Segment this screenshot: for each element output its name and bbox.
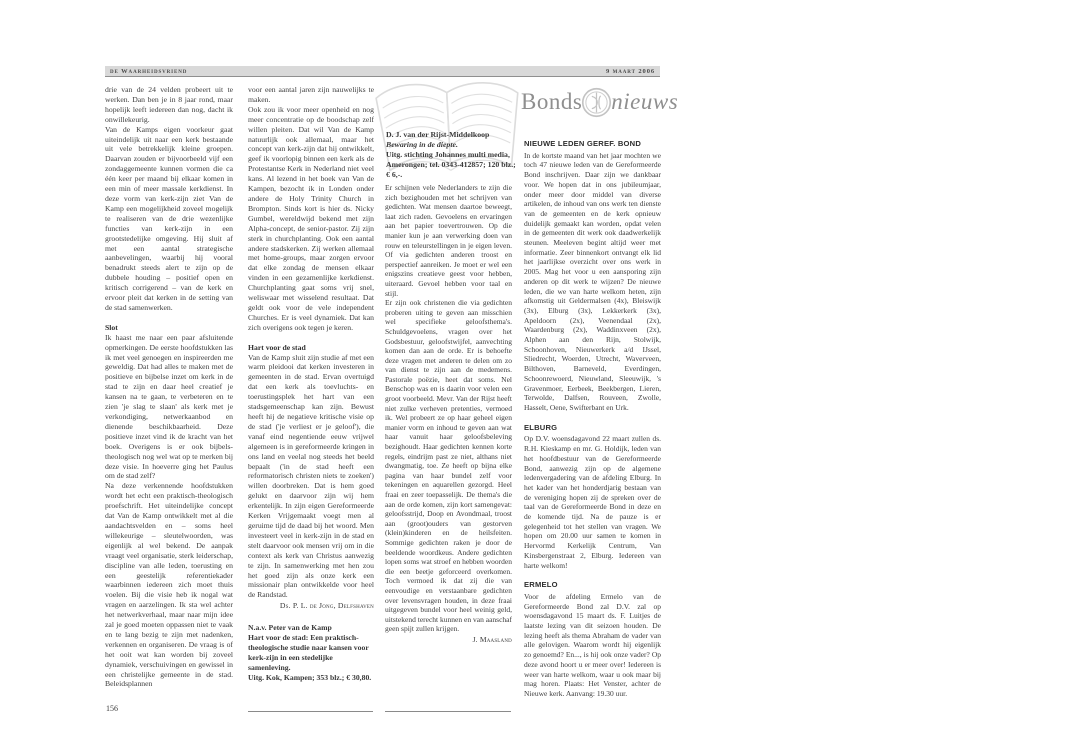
body-paragraph: Er schijnen vele Nederlanders te zijn die zich bezighouden met het schrijven van gedichten. Wat mensen daartoe beweegt, laat zich raden. Gevoelens en ervaringen aan het papier toevertrouwen. Op die manier kun je aan verwerking doen van rouw en teleurstellingen in je eigen leven. Of via gedichten anderen troost en perspectief aanreiken. Je moet er wel een enigszins creatieve geest voor hebben, uiteraard. Gevoel hebben voor taal en stijl. (385, 183, 512, 298)
section-text: In de kortste maand van het jaar mochten we toch 47 nieuwe leden van de Gereformeerde Bond inschrijven. Daar zijn we dankbaar voor. We hopen dat in ons jubileumjaar, onder meer door middel van diverse artikelen, de inhoud van ons werk ten dienste van de gemeenten en de kerk opnieuw duidelijk gemaakt kan worden, opdat velen in de gemeenten dit werk ook daadwerkelijk steunen. Meeleven begint altijd weer met informatie. Zeer binnenkort ontvangt elk lid het jaarlijkse overzicht over ons werk in 2005. Mag het voor u een aansporing zijn anderen op dit werk te wijzen? De nieuwe leden, die we van harte welkom heten, zijn afkomstig uit Geldermalsen (4x), Bleiswijk (3x), Elburg (3x), Lekkerkerk (3x), Apeldoorn (2x), Veenendaal (2x), Waardenburg (2x), Waddinxveen (2x), Alphen aan den Rijn, Stolwijk, Schoonhoven, Nieuwerkerk a/d IJssel, Sliedrecht, Woerden, Utrecht, Waverveen, Bilthoven, Barneveld, Everdingen, Schoonrewoerd, Nieuwland, Sleeuwijk, 's Gravenmoer, Eerbeek, Beekbergen, Lieren, Terwolde, Dalfsen, Rouveen, Zwolle, Hasselt, Oene, Swifterbant en Urk. (524, 150, 661, 412)
column-1-review-city (105, 85, 233, 703)
bottom-rule (385, 711, 511, 712)
issue-date: 9 maart 2006 (605, 67, 655, 75)
author-signature: J. Maasland (472, 634, 512, 644)
book-note-author: N.a.v. Peter van de Kamp (248, 623, 332, 633)
section-text: Op D.V. woensdagavond 22 maart zullen ds. R.H. Kieskamp en mr. G. Holdijk, leden van het hoofdbestuur van de Gereformeerde Bond, aanwezig zijn op de algemene ledenvergadering van de afdeling Elburg. In het kader van het honderdjarig bestaan van de vereniging hopen zij de spreken over de taal van de Gereformeerde Bond in deze en de komende tijd. Na de pauze is er gelegenheid tot het stellen van vragen. We hopen om 20.00 uur samen te komen in Hervormd Kerkelijk Centrum, Van Kinsbergenstraat 2, Elburg. Iedereen van harte welkom! (524, 434, 661, 570)
subheading-hart-voor-de-stad: Hart voor de stad (248, 342, 306, 352)
book-publisher: Uitg. stichting Johannes multi media, Amerongen; tel. 0343-412857; 120 blz.; € 6,-. (386, 150, 516, 179)
body-paragraph: Van de Kamps eigen voorkeur gaat uiteindelijk uit naar een kerk bestaande uit vele betrekkelijk kleine groepen. Daarvan zouden er bijvoorbeeld vijf een zondaggemeente kunnen vormen die ca één keer per maand bij elkaar komen in een min of meer massale kerkdienst. In deze vorm van kerk-zijn ziet Van de Kamp een mogelijkheid zoveel mogelijk te realiseren van de drie wezenlijke functies van kerk-zijn in een grootstedelijke omgeving. Hij sluit af met een aantal strategische aanbevelingen, waarbij hij vooral benadrukt steeds alert te zijn op de dubbele houding – positief open en kritisch corrigerend – van de kerk en ervoor pleit dat kerken in de setting van de stad samenwerken. (105, 124, 233, 312)
section-heading: ERMELO (524, 580, 558, 590)
reviewed-book-info (386, 130, 518, 180)
section-text: Voor de afdeling Ermelo van de Gereformeerde Bond zal D.V. zal op woensdagavond 15 maart ds. F. Luitjes de laatste lezing van dit seizoen houden. De lezing heeft als thema Abraham de vader van alle gelovigen. Waarom wordt hij eigenlijk zo genoemd? En..., is hij ook onze vader? Op deze avond hoort u er meer over! Iedereen is weer van harte welkom, waar u ook maar bij mag horen. Plaats: Het Venster, achter de Nieuwe kerk. Aanvang: 19.30 uur. (524, 591, 661, 698)
section-heading: NIEUWE LEDEN GEREF. BOND (524, 139, 642, 148)
bondsnieuws-section (524, 423, 661, 571)
bondsnieuws-section (524, 139, 661, 413)
bondsnieuws-logo (521, 82, 679, 122)
book-author: D. J. van der Rijst-Middelkoop (386, 130, 490, 139)
bond-emblem-icon (581, 87, 612, 118)
body-paragraph: drie van de 24 velden probeert uit te werken. Dan ben je in 8 jaar rond, maar hopelijk leeft iedereen dan nog, dacht ik onwillekeurig. (105, 85, 233, 124)
column-4-bondsnieuws (524, 139, 661, 717)
subheading-slot: Slot (105, 322, 118, 332)
author-signature: Ds. P. L. de Jong, Delfshaven (279, 601, 374, 611)
body-paragraph: Van de Kamp sluit zijn studie af met een warm pleidooi dat kerken investeren in gemeenten in de stad. Ervan overtuigd dat een kerk als toevluchts- en toerustingsplek het hart van een stadsgemeenschap kan zijn. Bewust heeft hij de negatieve kritische visie op de stad ('je verliest er je geloof'), die vanaf eind negentiende eeuw vrijwel algemeen is in gereformeerde kringen in ons land en veelal nog steeds het beeld bepaalt ('in de stad heeft een reformatorisch christen niets te zoeken') willen doorbreken. Dat is hem goed gelukt en daarvoor zijn wij hem erkentelijk. In zijn eigen Gereformeerde Kerken Vrijgemaakt voegt men al geruime tijd de daad bij het woord. Men investeert veel in kerk-zijn in de stad en stelt daarvoor ook mensen vrij om in die context als kerk van Christus aanwezig te zijn. In samenwerking met hen zou het goed zijn als onze kerk een missionair plan ontwikkelde voor heel de Randstad. (248, 352, 374, 600)
body-paragraph: Ook zou ik voor meer openheid en nog meer concentratie op de boodschap zelf willen pleiten. Dat wil Van de Kamp natuurlijk ook allemaal, maar het concept van kerk-zijn dat hij ontwikkelt, geef ik voorlopig binnen een kerk als de Protestantse Kerk in Nederland niet veel kans. Al lezend in het boek van Van de Kampen, bezocht ik in Londen onder andere de Holy Trinity Church in Brompton. Sinds kort is hier ds. Nicky Gumbel, wereldwijd bekend met zijn Alpha-concept, de senior-pastor. Zij zijn sterk in churchplanting. Ook een aantal andere stadskerken. Zij werken allemaal met home-groups, maar zorgen ervoor dat elke zondag de mensen elkaar vinden in een gezamenlijke kerkdienst. Churchplanting gaat soms vrij snel, weliswaar met wisselend resultaat. Dat geldt ook voor de vele independent Churches. Er is veel dynamiek. Dat kan zich overigens ook tegen je keren. (248, 104, 374, 332)
publication-title: de Waarheidsvriend (110, 67, 188, 75)
bottom-rule (248, 711, 373, 712)
section-heading: ELBURG (524, 422, 558, 432)
column-2-review-city (248, 85, 374, 707)
book-note-title: Hart voor de stad: Een praktisch-theologische studie naar kansen voor kerk-zijn in een stedelijke samenleving. (248, 633, 369, 672)
body-paragraph: Er zijn ook christenen die via gedichten proberen uiting te geven aan misschien wel specifieke geloofsthema's. Schuldgevoelens, vragen over het Godsbestuur, geloofstwijfel, aanvechting komen dan aan de orde. Er is behoefte deze vragen met anderen te delen om zo van dienst te zijn aan de medemens. Pastorale poëzie, heet dat soms. Nel Benschop was en is daarin voor velen een groot voorbeeld. Mevr. Van der Rijst heeft niet zulke verheven pretenties, vermoed ik. Wel probeert ze op haar geheel eigen manier vorm en inhoud te geven aan wat haar vanuit haar geloofsbeleving bezighoudt. Haar gedichten kennen korte regels, eindrijm past ze niet, althans niet dwangmatig, toe. Ze heeft op bijna elke pagina van haar bundel zelf voor tekeningen en aquarellen gezorgd. Heel fraai en zeer toepasselijk. De thema's die aan de orde komen, zijn kort samengevat: geloofsstrijd, Doop en Avondmaal, troost aan (groot)ouders van gestorven (klein)kinderen en de heilsfeiten. Sommige gedichten raken je door de beeldende woordkeus. Andere gedichten lopen soms wat stroef en hebben woorden die een beetje geforceerd overkomen. Toch vermoed ik dat zij die van eenvoudige en verstaanbare gedichten over levensvragen houden, in deze fraai uitgegeven bundel voor heel weinig geld, uitstekend terecht kunnen en van aanschaf geen spijt zullen krijgen. (385, 298, 512, 634)
column-3-review-poems (385, 183, 512, 707)
page-number: 156 (106, 704, 118, 713)
body-paragraph: voor een aantal jaren zijn nauwelijks te maken. (248, 85, 374, 104)
bondsnieuws-section (524, 580, 661, 698)
book-reference-note (248, 623, 374, 682)
book-title: Bewaring in de diepte. (386, 140, 458, 149)
body-paragraph: Ik haast me naar een paar afsluitende opmerkingen. De eerste hoofdstukken las ik met veel genoegen en inspireerden me geweldig. Dat had alles te maken met de positieve en bijbelse inzet om kerk in de stad te zijn en daar heel creatief je kansen na te gaan, te verbeteren en te zien 'je slag te slaan' als kerk met je verkondiging, netwerkaanbod en dienende beschikbaarheid. Deze positieve inzet vind ik de kracht van het boek. Overigens is er ook bijbels-theologisch nog wel wat op te merken bij deze visie. In hoeverre ging het Paulus om de stad zelf? (105, 332, 233, 481)
body-paragraph: Na deze verkennende hoofdstukken wordt het echt een praktisch-theologisch proefschrift. Het uiteindelijke concept dat Van de Kamp ontwikkelt met al die aandachtsvelden en – soms heel willekeurige – sleutelwoorden, was eigenlijk al wel bekend. De aanpak vraagt veel organisatie, sterk leiderschap, discipline van alle leden, toerusting en een geestelijk referentiekader waarbinnen iedereen zich moet thuis voelen. Bij die visie heb ik nogal wat vragen en aarzelingen. Ik sta wel achter het netwerkverhaal, maar naar mijn idee zal je goed moeten oppassen niet te vaak en te lang bezig te zijn met nadenken, verkennen en organiseren. De vraag is of het ooit wat kan worden bij zoveel dynamiek, verschuivingen en gewissel in een christelijke gemeente in de stad. Beleidsplannen (105, 481, 233, 689)
book-note-publisher: Uitg. Kok, Kampen; 353 blz.; € 30,80. (248, 672, 372, 682)
logo-text-bonds: Bonds (521, 89, 583, 114)
masthead-band (105, 66, 660, 77)
logo-text-nieuws: nieuws (611, 89, 679, 114)
